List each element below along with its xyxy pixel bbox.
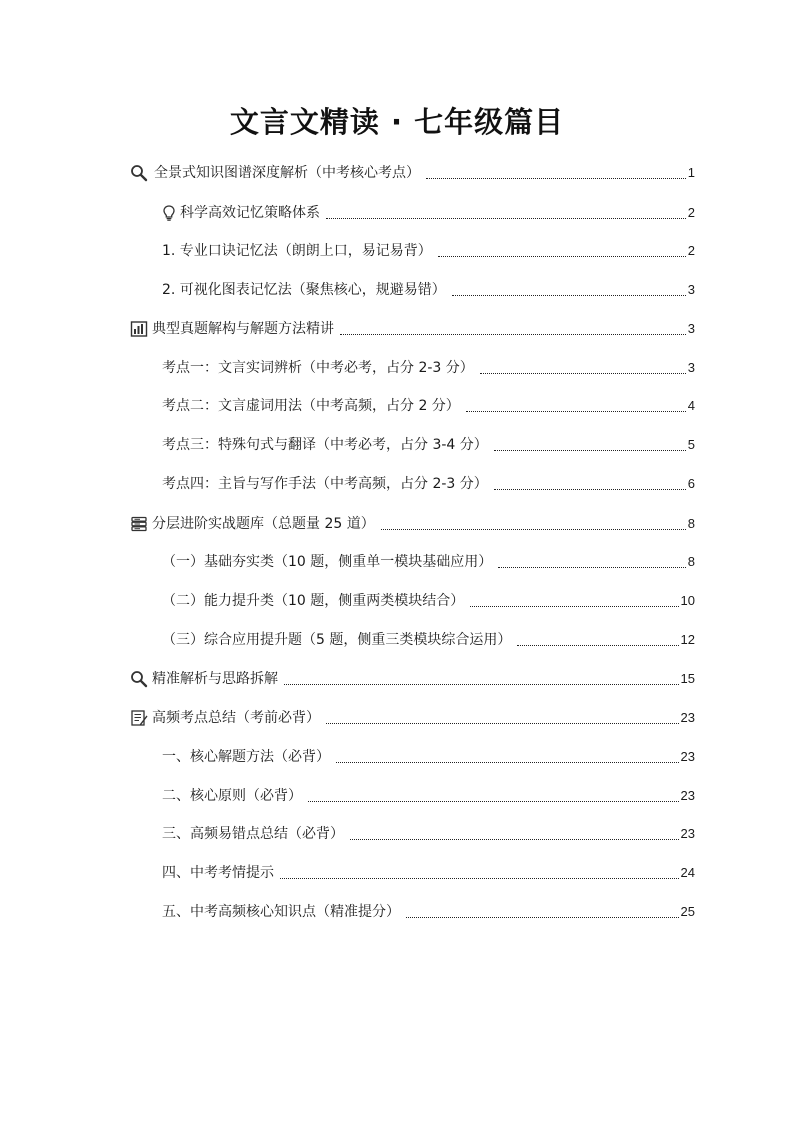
toc-page-number: 8	[687, 554, 695, 569]
toc-entry-label: 四、中考考情提示	[162, 865, 274, 881]
toc-page-number: 1	[687, 165, 695, 180]
toc-entry-label: 分层进阶实战题库（总题量 25 道）	[152, 516, 375, 532]
toc-entry[interactable]	[162, 277, 695, 303]
toc-entry[interactable]	[160, 200, 695, 226]
toc-entry-label: 科学高效记忆策略体系	[180, 205, 320, 221]
dot-leader	[494, 449, 686, 451]
toc-page-number: 2	[687, 243, 695, 258]
toc-entry[interactable]	[162, 821, 695, 847]
toc-entry-label: 考点一：文言实词辨析（中考必考，占分 2-3 分）	[162, 360, 474, 376]
toc-page-number: 25	[680, 904, 695, 919]
toc-entry-label: （二）能力提升类（10 题，侧重两类模块结合）	[162, 593, 465, 609]
dot-leader	[336, 761, 679, 763]
toc-entry[interactable]	[162, 471, 695, 497]
dot-leader	[438, 255, 686, 257]
toc-entry-label: 高频考点总结（考前必背）	[152, 710, 320, 726]
toc-entry-label: 精准解析与思路拆解	[152, 671, 278, 687]
toc-page-number: 4	[687, 398, 695, 413]
toc-entry[interactable]	[130, 316, 695, 342]
dot-leader	[326, 217, 686, 219]
dot-leader	[350, 838, 679, 840]
toc-entry[interactable]	[162, 355, 695, 381]
toc-entry-label: 典型真题解构与解题方法精讲	[152, 321, 334, 337]
toc-page-number: 23	[680, 749, 695, 764]
toc-entry[interactable]	[130, 511, 695, 537]
dot-leader	[381, 528, 686, 530]
toc-page-number: 8	[687, 516, 695, 531]
toc-entry[interactable]	[162, 627, 695, 653]
dot-leader	[284, 683, 679, 685]
dot-leader	[498, 566, 686, 568]
toc-entry-label: 五、中考高频核心知识点（精准提分）	[162, 904, 400, 920]
toc-entry-label: 一、核心解题方法（必背）	[162, 749, 330, 765]
toc-entry[interactable]	[162, 744, 695, 770]
toc-page-number: 24	[680, 865, 695, 880]
toc-page-number: 15	[680, 671, 695, 686]
dot-leader	[452, 294, 686, 296]
toc-entry-label: 考点二：文言虚词用法（中考高频，占分 2 分）	[162, 398, 460, 414]
toc-entry[interactable]	[130, 705, 695, 731]
document-title: 文言文精读 · 七年级篇目	[229, 105, 565, 139]
dot-leader	[494, 488, 686, 490]
toc-entry-label: 全景式知识图谱深度解析（中考核心考点）	[154, 165, 420, 181]
dot-leader	[466, 410, 686, 412]
toc-page-number: 5	[687, 437, 695, 452]
toc-entry[interactable]	[162, 549, 695, 575]
toc-entry[interactable]	[130, 160, 695, 186]
books-icon	[130, 515, 148, 533]
dot-leader	[517, 644, 678, 646]
toc-entry[interactable]	[162, 393, 695, 419]
dot-leader	[308, 800, 679, 802]
toc-entry[interactable]	[162, 238, 695, 264]
toc-page-number: 23	[680, 710, 695, 725]
toc-page-number: 3	[687, 360, 695, 375]
dot-leader	[280, 877, 679, 879]
toc-entry[interactable]	[162, 860, 695, 886]
dot-leader	[470, 605, 678, 607]
toc-page-number: 23	[680, 826, 695, 841]
toc-entry-label: （三）综合应用提升题（5 题，侧重三类模块综合运用）	[162, 632, 512, 648]
toc-entry-label: 考点四：主旨与写作手法（中考高频，占分 2-3 分）	[162, 476, 488, 492]
toc-entry[interactable]	[162, 588, 695, 614]
bar-chart-icon	[130, 320, 148, 338]
toc-page-number: 23	[680, 788, 695, 803]
toc-page-number: 2	[687, 205, 695, 220]
dot-leader	[406, 916, 679, 918]
toc-entry-label: 1. 专业口诀记忆法（朗朗上口，易记易背）	[162, 243, 432, 259]
toc-entry-label: 二、核心原则（必背）	[162, 788, 302, 804]
toc-page-number: 3	[687, 321, 695, 336]
magnifier-icon	[130, 670, 148, 688]
dot-leader	[340, 333, 686, 335]
dot-leader	[480, 372, 686, 374]
toc-entry-label: 三、高频易错点总结（必背）	[162, 826, 344, 842]
toc-entry-label: 考点三：特殊句式与翻译（中考必考，占分 3-4 分）	[162, 437, 488, 453]
lightbulb-icon	[160, 204, 178, 222]
dot-leader	[326, 722, 679, 724]
dot-leader	[426, 177, 686, 179]
memo-icon	[130, 709, 148, 727]
toc-entry-label: （一）基础夯实类（10 题，侧重单一模块基础应用）	[162, 554, 493, 570]
toc-entry[interactable]	[130, 666, 695, 692]
toc-page-number: 10	[680, 593, 695, 608]
toc-entry[interactable]	[162, 432, 695, 458]
toc-entry[interactable]	[162, 783, 695, 809]
toc-entry-label: 2. 可视化图表记忆法（聚焦核心，规避易错）	[162, 282, 446, 298]
toc-page-number: 3	[687, 282, 695, 297]
toc-page-number: 6	[687, 476, 695, 491]
magnifier-icon	[130, 164, 148, 182]
toc-page-number: 12	[680, 632, 695, 647]
toc-entry[interactable]	[162, 899, 695, 925]
